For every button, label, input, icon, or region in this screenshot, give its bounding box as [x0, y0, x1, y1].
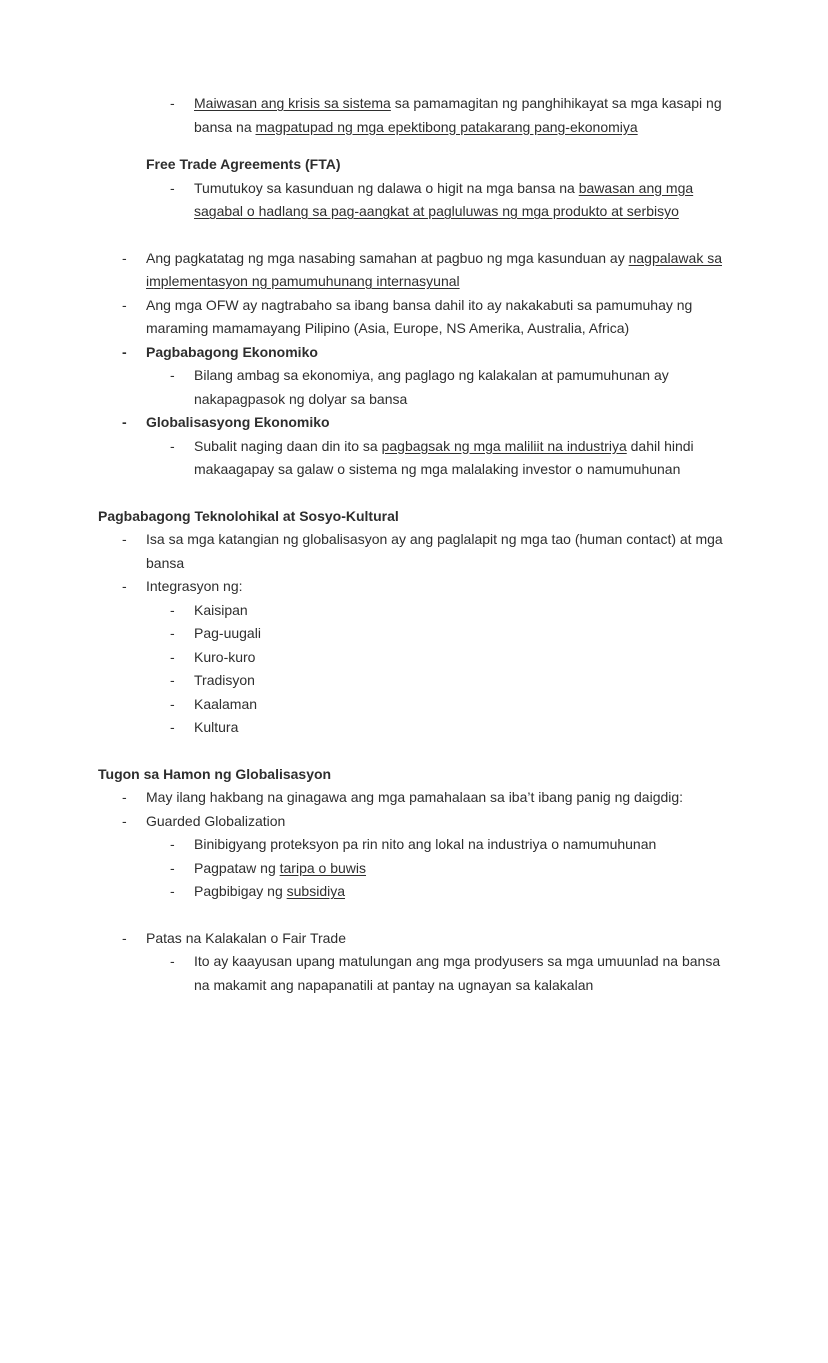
heading: [98, 763, 732, 787]
list-item: [170, 364, 732, 411]
underlined-text: taripa o buwis: [279, 859, 367, 876]
bullet-dash-icon: -: [122, 812, 127, 829]
list-item: [170, 716, 732, 740]
text-run: Tradisyon: [194, 672, 255, 688]
text-run: Ito ay kaayusan upang matulungan ang mga prodyusers sa mga umuunlad na bansa na makamit ang napapanatili at pantay na ugnayan sa kalakalan: [194, 953, 721, 993]
bullet-dash-icon: -: [170, 437, 175, 454]
bullet-dash-icon: -: [122, 343, 127, 360]
bullet-dash-icon: -: [170, 601, 175, 618]
list-item-text: [146, 247, 732, 294]
list-item-text: [146, 341, 732, 365]
list-item-text: [194, 622, 732, 646]
bullet-dash-icon: -: [122, 249, 127, 266]
heading: [98, 505, 732, 529]
list-item: [122, 786, 732, 810]
text-run: Globalisasyong Ekonomiko: [146, 414, 330, 430]
bullet-dash-icon: -: [170, 672, 175, 688]
text-run: Kaisipan: [194, 601, 248, 618]
list-item: [170, 950, 732, 997]
list-item: [170, 92, 732, 139]
list-item-text: [146, 927, 732, 951]
list-item: [122, 810, 732, 834]
list-item: [122, 575, 732, 599]
list-item-text: [194, 716, 732, 740]
bullet-dash-icon: -: [122, 531, 127, 547]
text-run: Ang mga OFW ay nagtrabaho sa ibang bansa dahil ito ay nakakabuti sa pamumuhay ng maraming mamamayang Pilipino (Asia, Europe, NS Amerika, Australia, Africa): [146, 296, 693, 336]
text-run: Patas na Kalakalan o Fair Trade: [146, 929, 347, 946]
bullet-dash-icon: -: [170, 95, 175, 111]
list-item-text: [146, 294, 732, 341]
bullet-dash-icon: -: [170, 883, 175, 899]
list-item: [122, 411, 732, 435]
text-run: Pagpataw ng: [194, 859, 280, 876]
text-run: Kultura: [194, 719, 239, 735]
list-item-text: [146, 810, 732, 834]
text-run: Isa sa mga katangian ng globalisasyon ay ang paglalapit ng mga tao (human contact) at mga bansa: [146, 531, 723, 571]
bullet-dash-icon: -: [122, 296, 127, 313]
bullet-dash-icon: -: [122, 414, 127, 430]
list-item: [122, 247, 732, 294]
bullet-dash-icon: -: [170, 695, 175, 712]
list-item-text: [194, 950, 732, 997]
list-item-text: [146, 575, 732, 599]
bullet-dash-icon: -: [170, 648, 175, 665]
text-run: Kaalaman: [194, 695, 258, 712]
list-item-text: [146, 411, 732, 435]
bullet-dash-icon: -: [122, 578, 127, 594]
underlined-text: subsidiya: [286, 883, 346, 899]
list-item-text: [194, 833, 732, 857]
list-item-text: [194, 857, 732, 881]
text-run: Guarded Globalization: [146, 812, 286, 829]
document-content: [98, 92, 732, 997]
list-item-text: [146, 528, 732, 575]
text-run: Pagbibigay ng: [194, 883, 287, 899]
bullet-dash-icon: -: [170, 625, 175, 641]
text-run: Kuro-kuro: [194, 648, 256, 665]
document-section: [98, 763, 732, 904]
list-item-text: [194, 599, 732, 623]
list-item: [170, 177, 732, 224]
underlined-text: Maiwasan ang krisis sa sistema: [194, 95, 391, 111]
list-item-text: [194, 669, 732, 693]
list-item: [170, 880, 732, 904]
bullet-dash-icon: -: [170, 367, 175, 383]
document-section: [98, 153, 732, 224]
list-item: [170, 435, 732, 482]
document-section: [98, 927, 732, 998]
text-run: Free Trade Agreements (FTA): [146, 156, 341, 172]
heading-text: [146, 153, 732, 177]
list-item: [170, 599, 732, 623]
list-item-text: [194, 880, 732, 904]
heading-text: [98, 763, 732, 787]
underlined-text: bawasan ang mga sagabal o hadlang sa pag-aangkat at pagluluwas ng mga produkto at serbisyo: [194, 179, 694, 219]
bullet-dash-icon: -: [122, 789, 127, 805]
text-run: Integrasyon ng:: [146, 578, 243, 594]
list-item: [170, 693, 732, 717]
text-run: Pag-uugali: [194, 625, 261, 641]
list-item-text: [194, 177, 732, 224]
list-item: [122, 528, 732, 575]
list-item: [122, 927, 732, 951]
list-item: [122, 341, 732, 365]
text-run: Bilang ambag sa ekonomiya, ang paglago ng kalakalan at pamumuhunan ay nakapagpasok ng dolyar sa bansa: [194, 367, 669, 407]
underlined-text: pagbagsak ng mga maliliit na industriya: [381, 437, 627, 454]
text-run: Ang pagkatatag ng mga nasabing samahan at pagbuo ng mga kasunduan ay: [146, 249, 629, 266]
list-item: [122, 294, 732, 341]
bullet-dash-icon: -: [170, 179, 175, 196]
bullet-dash-icon: -: [122, 929, 127, 946]
document-section: [98, 247, 732, 482]
text-run: Tumutukoy sa kasunduan ng dalawa o higit na mga bansa na: [194, 179, 579, 196]
heading-text: [98, 505, 732, 529]
text-run: sa pamamagitan ng panghihikayat sa mga kasapi ng bansa na: [194, 95, 722, 135]
list-item-text: [194, 693, 732, 717]
list-item: [170, 833, 732, 857]
list-item-text: [194, 364, 732, 411]
underlined-text: nagpalawak sa implementasyon ng pamumuhunang internasyunal: [146, 249, 722, 289]
list-item-text: [194, 92, 732, 139]
list-item-text: [194, 646, 732, 670]
bullet-dash-icon: -: [170, 859, 175, 876]
text-run: Tugon sa Hamon ng Globalisasyon: [98, 765, 332, 782]
document-section: [98, 92, 732, 139]
text-run: Pagbabagong Ekonomiko: [146, 343, 318, 360]
text-run: Binibigyang proteksyon pa rin nito ang lokal na industriya o namumuhunan: [194, 836, 657, 852]
heading: [146, 153, 732, 177]
list-item: [170, 622, 732, 646]
list-item: [170, 646, 732, 670]
text-run: May ilang hakbang na ginagawa ang mga pamahalaan sa iba’t ibang panig ng daigdig:: [146, 789, 684, 805]
text-run: Subalit naging daan din ito sa: [194, 437, 382, 454]
list-item: [170, 857, 732, 881]
text-run: Pagbabagong Teknolohikal at Sosyo-Kultural: [98, 507, 399, 524]
document-section: [98, 505, 732, 740]
bullet-dash-icon: -: [170, 953, 175, 969]
list-item-text: [146, 786, 732, 810]
bullet-dash-icon: -: [170, 719, 175, 735]
list-item-text: [194, 435, 732, 482]
list-item: [170, 669, 732, 693]
text-run: dahil hindi makaagapay sa galaw o sistema ng mga malalaking investor o namumuhunan: [194, 437, 694, 477]
underlined-text: magpatupad ng mga epektibong patakarang pang-ekonomiya: [255, 118, 638, 135]
bullet-dash-icon: -: [170, 836, 175, 852]
